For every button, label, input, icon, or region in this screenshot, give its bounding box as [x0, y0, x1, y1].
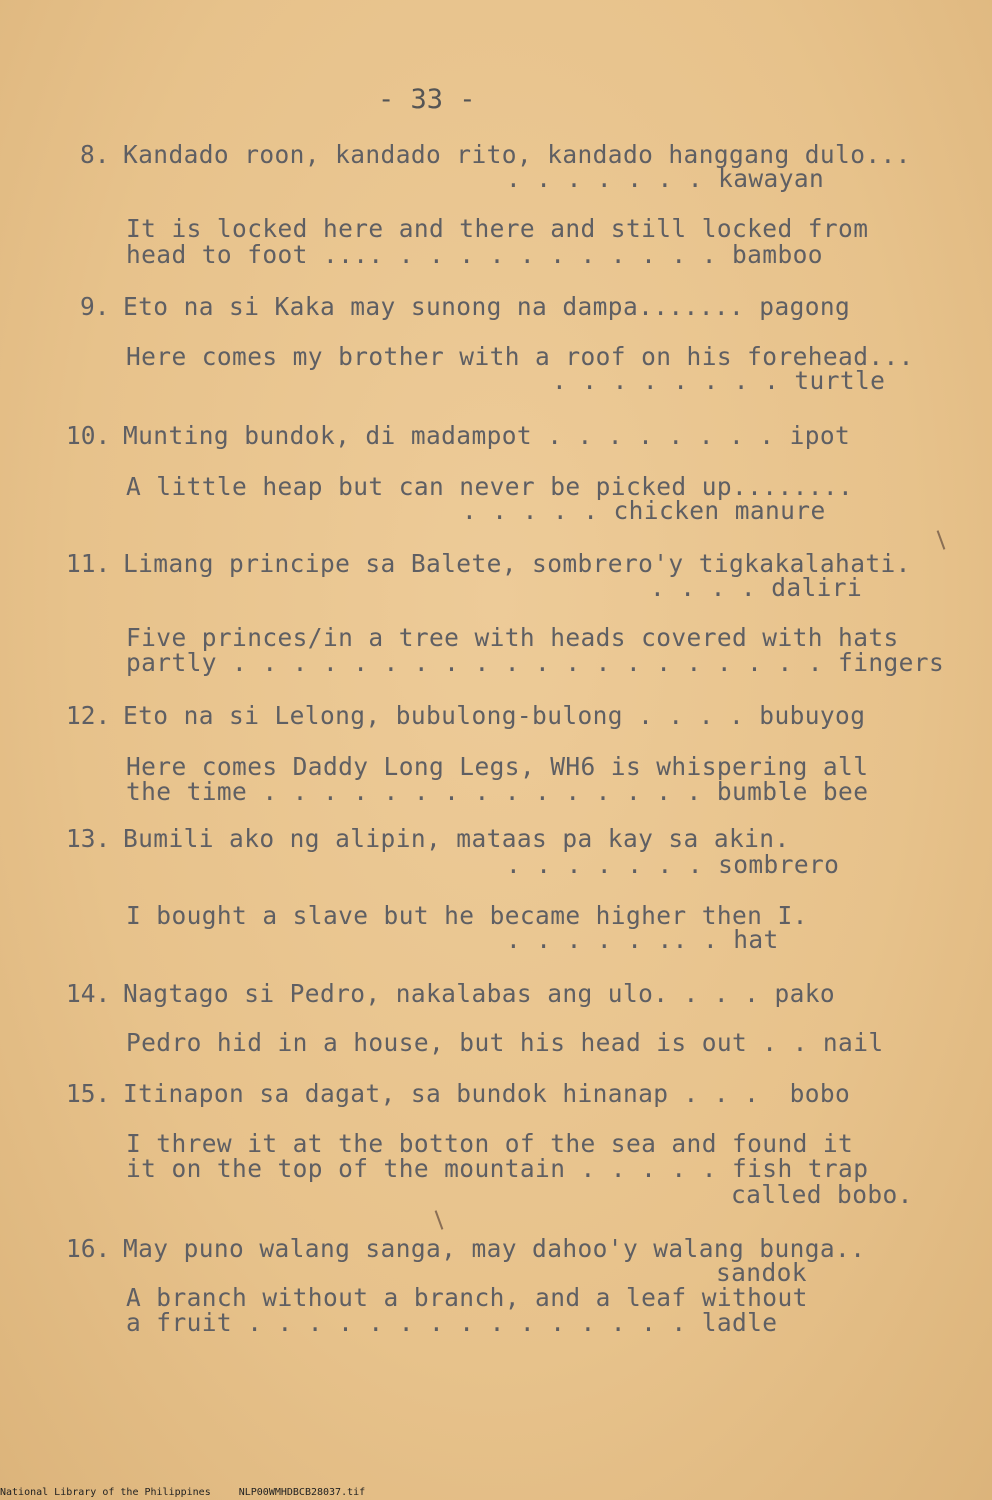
- footer-source: National Library of the Philippines: [0, 1487, 211, 1498]
- riddle-tagalog: Itinapon sa dagat, sa bundok hinanap . . . bobo: [123, 1079, 851, 1108]
- riddle-number: 10.: [66, 421, 111, 450]
- riddle-english: Pedro hid in a house, but his head is out . . nail: [126, 1028, 884, 1057]
- riddle-english: Five princes/in a tree with heads covered with hats: [126, 623, 899, 652]
- riddle-number: 9.: [80, 292, 110, 321]
- pencil-mark: [937, 530, 946, 549]
- riddle-number: 16.: [66, 1234, 111, 1263]
- riddle-tagalog: Nagtago si Pedro, nakalabas ang ulo. . . . pako: [123, 979, 836, 1008]
- riddle-tagalog: Eto na si Kaka may sunong na dampa....... pagong: [123, 292, 851, 321]
- riddle-english: it on the top of the mountain . . . . . fish trap: [126, 1154, 869, 1183]
- riddle-number: 14.: [66, 979, 111, 1008]
- page-number: - 33 -: [378, 84, 476, 115]
- footer-file: NLP00WMHDBCB28037.tif: [238, 1487, 366, 1498]
- riddle-english: I threw it at the botton of the sea and found it: [126, 1129, 854, 1158]
- riddle-number: 12.: [66, 701, 111, 730]
- riddle-answer-tagalog: . . . . daliri: [650, 573, 863, 602]
- riddle-english-answer: . . . . . . . . turtle: [552, 366, 886, 395]
- riddle-answer-tagalog: sandok: [716, 1258, 807, 1287]
- riddle-english-answer: head to foot .... . . . . . . . . . . . bamboo: [126, 240, 823, 269]
- riddle-english-answer: . . . . . chicken manure: [462, 496, 826, 525]
- pencil-mark: [435, 1210, 444, 1229]
- riddle-answer-tagalog: . . . . . . . sombrero: [506, 850, 840, 879]
- scan-footer: [0, 1487, 393, 1498]
- riddle-english: I bought a slave but he became higher then I.: [126, 901, 808, 930]
- riddle-english-answer: a fruit . . . . . . . . . . . . . . . ladle: [126, 1308, 778, 1337]
- riddle-tagalog: Limang principe sa Balete, sombrero'y tigkakalahati.: [123, 549, 911, 578]
- riddle-english: It is locked here and there and still locked from: [126, 214, 869, 243]
- riddle-english: A branch without a branch, and a leaf without: [126, 1283, 808, 1312]
- riddle-answer-tagalog: . . . . . . . kawayan: [506, 164, 825, 193]
- riddle-english-answer: partly . . . . . . . . . . . . . . . . . . . . fingers: [126, 648, 945, 677]
- riddle-tagalog: Bumili ako ng alipin, mataas pa kay sa akin.: [123, 824, 790, 853]
- riddle-tagalog: May puno walang sanga, may dahoo'y walang bunga..: [123, 1234, 866, 1263]
- riddle-number: 8.: [80, 140, 110, 169]
- riddle-tagalog: Kandado roon, kandado rito, kandado hanggang dulo...: [123, 140, 911, 169]
- riddle-english-answer: . . . . . .. . hat: [506, 925, 779, 954]
- riddle-tagalog: Eto na si Lelong, bubulong-bulong . . . . bubuyog: [123, 701, 866, 730]
- riddle-number: 15.: [66, 1079, 111, 1108]
- riddle-english: Here comes Daddy Long Legs, WH6 is whispering all: [126, 752, 869, 781]
- riddle-tagalog: Munting bundok, di madampot . . . . . . . . ipot: [123, 421, 851, 450]
- riddle-number: 13.: [66, 824, 111, 853]
- riddle-number: 11.: [66, 549, 111, 578]
- riddle-english: A little heap but can never be picked up........: [126, 472, 854, 501]
- riddle-english: Here comes my brother with a roof on his forehead...: [126, 342, 914, 371]
- riddle-english-answer: called bobo.: [731, 1180, 913, 1209]
- riddle-english-answer: the time . . . . . . . . . . . . . . . bumble bee: [126, 777, 869, 806]
